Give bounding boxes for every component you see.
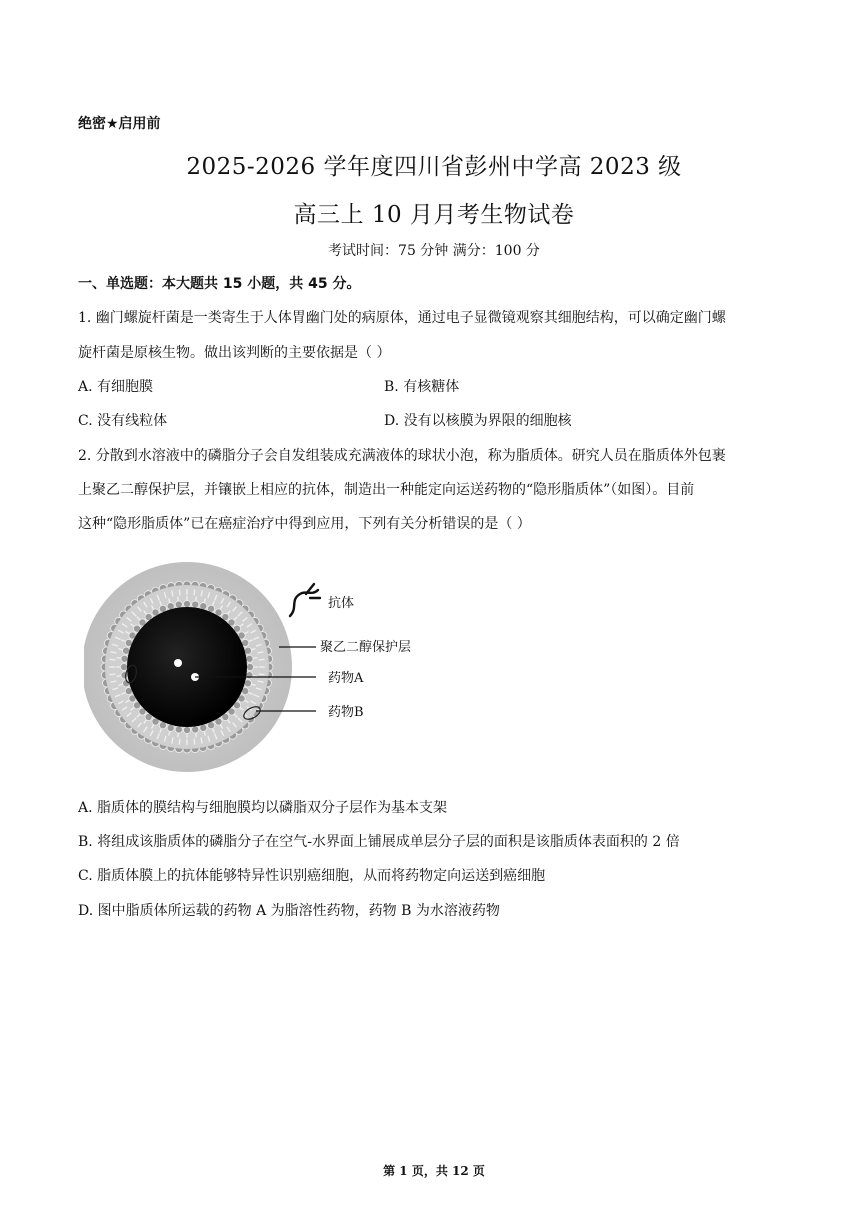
- q2-option-c: C. 脂质体膜上的抗体能够特异性识别癌细胞，从而将药物定向运送到癌细胞: [78, 868, 546, 884]
- label-drug-a: 药物A: [328, 671, 364, 686]
- label-drug-b: 药物B: [328, 705, 364, 720]
- q1-option-a: A. 有细胞膜: [78, 379, 154, 395]
- exam-title-line1: 2025-2026 学年度四川省彭州中学高 2023 级: [186, 154, 682, 180]
- confidential-mark: 绝密★启用前: [78, 116, 161, 132]
- q2-stem-line2: 上聚乙二醇保护层，并镶嵌上相应的抗体，制造出一种能定向运送药物的“隐形脂质体”（如图）。目前: [78, 482, 695, 498]
- q1-option-d: D. 没有以核膜为界限的细胞核: [384, 413, 572, 429]
- drug-a-droplet: [174, 659, 182, 667]
- exam-info: 考试时间：75 分钟 满分：100 分: [328, 243, 540, 259]
- q2-option-b: B. 将组成该脂质体的磷脂分子在空气-水界面上铺展成单层分子层的面积是该脂质体表面积的 2 倍: [78, 834, 680, 850]
- label-antibody: 抗体: [328, 596, 355, 611]
- aqueous-core: [127, 607, 247, 727]
- q2-stem-line3: 这种“隐形脂质体”已在癌症治疗中得到应用，下列有关分析错误的是（ ）: [78, 516, 531, 532]
- q1-option-c: C. 没有线粒体: [78, 413, 168, 429]
- label-peg-layer: 聚乙二醇保护层: [320, 640, 412, 655]
- q2-option-a: A. 脂质体的膜结构与细胞膜均以磷脂双分子层作为基本支架: [78, 800, 448, 816]
- q1-option-b: B. 有核糖体: [384, 379, 460, 395]
- exam-title-line2: 高三上 10 月月考生物试卷: [293, 202, 575, 228]
- liposome-diagram: [84, 556, 444, 778]
- page-number: 第 1 页，共 12 页: [383, 1164, 485, 1178]
- q1-stem-line2: 旋杆菌是原核生物。做出该判断的主要依据是（ ）: [78, 345, 391, 361]
- section-heading: 一、单选题：本大题共 15 小题，共 45 分。: [78, 276, 361, 292]
- q2-stem-line1: 2. 分散到水溶液中的磷脂分子会自发组装成充满液体的球状小泡，称为脂质体。研究人员在脂质体外包裹: [78, 448, 726, 464]
- q2-option-d: D. 图中脂质体所运载的药物 A 为脂溶性药物，药物 B 为水溶液药物: [78, 903, 500, 919]
- q1-stem-line1: 1. 幽门螺旋杆菌是一类寄生于人体胃幽门处的病原体，通过电子显微镜观察其细胞结构，可以确定幽门螺: [78, 310, 726, 326]
- antibody-icon: [290, 584, 320, 616]
